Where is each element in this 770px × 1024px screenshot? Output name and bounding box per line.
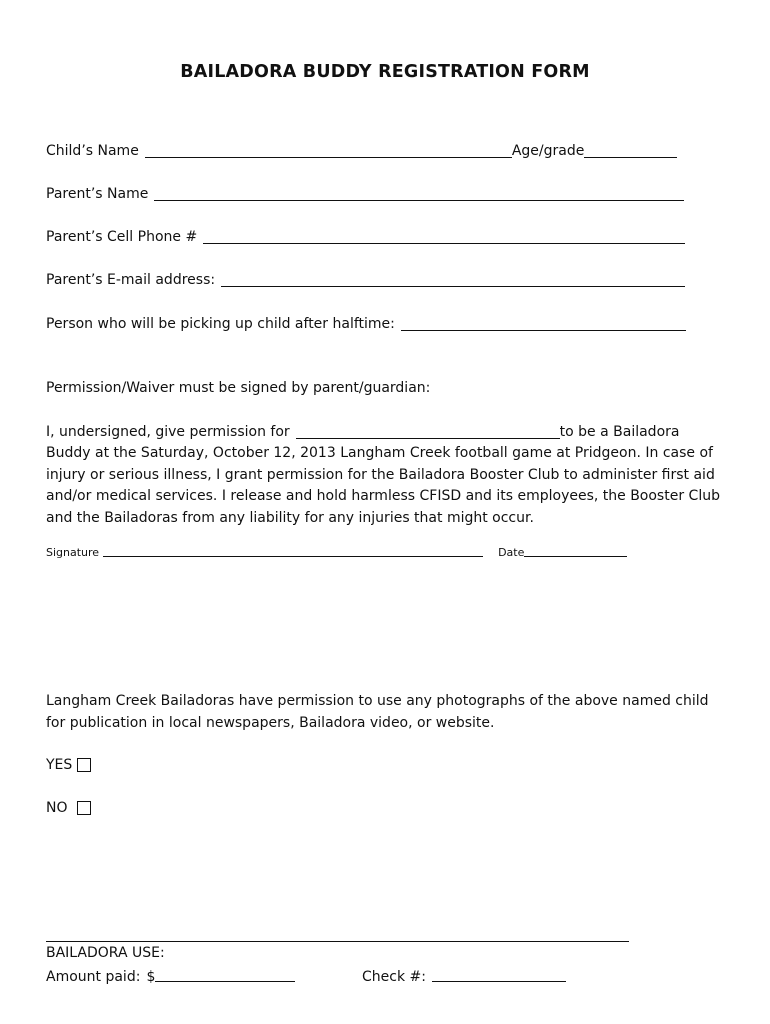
date-field[interactable] <box>524 546 627 557</box>
parent-email-row <box>46 270 685 290</box>
currency-symbol: $ <box>146 969 156 985</box>
age-grade-field[interactable] <box>584 143 677 158</box>
age-grade-label: Age/grade <box>511 143 585 159</box>
parent-email-field[interactable] <box>221 272 685 287</box>
yes-checkbox[interactable] <box>77 758 91 772</box>
parent-cell-label: Parent’s Cell Phone # <box>46 229 198 245</box>
pickup-row <box>46 314 686 334</box>
pickup-label: Person who will be picking up child after halftime: <box>46 316 395 332</box>
check-number-row <box>362 967 566 985</box>
no-label: NO <box>46 800 68 816</box>
buddy-name-field[interactable] <box>296 424 560 439</box>
check-number-label: Check #: <box>362 969 426 985</box>
no-option <box>46 800 91 816</box>
form-title: BAILADORA BUDDY REGISTRATION FORM <box>180 62 590 82</box>
signature-row <box>46 546 627 559</box>
office-use-label: BAILADORA USE: <box>46 945 165 961</box>
child-name-field[interactable] <box>145 143 512 158</box>
no-checkbox[interactable] <box>77 801 91 815</box>
parent-name-row <box>46 184 684 204</box>
check-number-field[interactable] <box>432 967 566 982</box>
waiver-intro-row <box>46 422 679 442</box>
child-name-label: Child’s Name <box>46 143 139 159</box>
child-name-row <box>46 141 677 161</box>
waiver-body: Buddy at the Saturday, October 12, 2013 Langham Creek football game at Pridgeon. In case of injury or serious illness, I grant permission for the Bailadora Booster Club to administer first aid and/or medical services. I release and hold harmless CFISD and its employees, the Booster Club and the Bailadoras from any liability for any injuries that might occur. <box>46 445 720 526</box>
signature-label: Signature <box>46 546 100 559</box>
signature-field[interactable] <box>103 546 483 557</box>
date-label: Date <box>498 546 525 559</box>
amount-paid-row <box>46 967 295 985</box>
amount-paid-label: Amount paid: <box>46 969 141 985</box>
waiver-heading: Permission/Waiver must be signed by parent/guardian: <box>46 380 431 396</box>
amount-paid-field[interactable] <box>155 967 295 982</box>
waiver-to-be-text: to be a Bailadora <box>559 424 680 440</box>
parent-cell-field[interactable] <box>203 229 685 244</box>
parent-cell-row <box>46 227 685 247</box>
parent-name-label: Parent’s Name <box>46 186 149 202</box>
photo-permission-text: Langham Creek Bailadoras have permission to use any photographs of the above named child for publication in local newspapers, Bailadora video, or website. <box>46 693 709 731</box>
yes-option <box>46 757 91 773</box>
waiver-intro-text: I, undersigned, give permission for <box>46 424 290 440</box>
pickup-field[interactable] <box>401 316 686 331</box>
office-use-divider <box>46 941 629 942</box>
yes-label: YES <box>46 757 73 773</box>
parent-email-label: Parent’s E-mail address: <box>46 272 216 288</box>
parent-name-field[interactable] <box>154 186 684 201</box>
